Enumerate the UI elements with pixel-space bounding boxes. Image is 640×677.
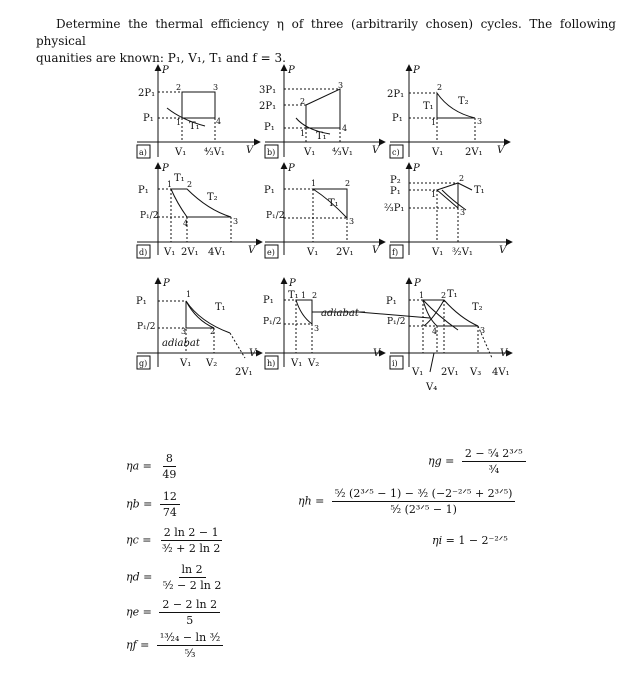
isotherm-label: T₁ xyxy=(174,173,185,184)
diagram-tag: f) xyxy=(392,248,399,257)
v-axis-label: V xyxy=(372,245,380,256)
p-label: P₁ xyxy=(264,122,275,133)
p-label: P₁ xyxy=(263,295,274,306)
v-label: V₃ xyxy=(470,367,482,378)
diagram-i xyxy=(358,278,512,393)
p-axis-label: P xyxy=(162,65,169,76)
v-label: V₁ xyxy=(412,367,424,378)
diagram-tag: e) xyxy=(267,248,275,257)
answer-numerator: ¹³⁄₂₄ − ln ³⁄₂ xyxy=(157,631,223,646)
point-label: 4 xyxy=(432,327,438,336)
isotherm-label: T₁ xyxy=(328,198,339,209)
answer-lhs: ηf = xyxy=(126,638,150,652)
point-label: 3 xyxy=(349,217,355,226)
point-label: 3 xyxy=(314,324,320,333)
answer-numerator: 8 xyxy=(163,452,176,467)
point-label: 1 xyxy=(301,291,307,300)
diagram-c xyxy=(387,65,510,158)
point-label: 1 xyxy=(176,118,182,127)
answer-b xyxy=(126,490,180,519)
point-label: 2 xyxy=(345,179,351,188)
answer-numerator: 2 − ⁵⁄₄ 2³ᐟ⁵ xyxy=(462,447,526,462)
point-label: 2 xyxy=(441,291,447,300)
v-axis-label: V xyxy=(373,348,381,359)
diagram-f xyxy=(384,163,512,258)
point-label: 2 xyxy=(300,97,306,106)
problem-line-1: Determine the thermal efficiency η of three (arbitrarily chosen) cycles. The following physical xyxy=(36,17,616,48)
answer-lhs: ηb = xyxy=(126,497,153,511)
answer-numerator: 2 ln 2 − 1 xyxy=(161,526,222,541)
diagram-b xyxy=(259,65,385,158)
answer-a xyxy=(126,452,179,481)
cycle-path xyxy=(306,89,340,128)
answer-lhs: ηe = xyxy=(126,605,152,619)
v-label: V₂ xyxy=(206,358,218,369)
answer-lhs: ηc = xyxy=(126,533,152,547)
point-label: 1 xyxy=(167,180,173,189)
answer-d xyxy=(126,563,224,592)
answer-denominator: ⁵⁄₃ xyxy=(184,647,196,660)
diagram-tag: i) xyxy=(392,359,398,368)
point-label: 4 xyxy=(216,117,222,126)
point-label: 1 xyxy=(431,190,437,199)
v-axis-label: V xyxy=(500,348,508,359)
point-label: 2 xyxy=(176,83,182,92)
isotherm-label: T₁ xyxy=(447,289,458,300)
v-axis-label: V xyxy=(372,145,380,156)
answer-lhs: ηa = xyxy=(126,459,152,473)
p-label: P₁ xyxy=(138,185,149,196)
answer-denominator: ³⁄₄ xyxy=(488,463,500,476)
p-axis-label: P xyxy=(413,163,420,174)
v-label: ⁴⁄₃V₁ xyxy=(204,147,225,158)
v-label: 2V₁ xyxy=(336,247,354,258)
v-label: V₁ xyxy=(180,358,192,369)
p-axis-label: P xyxy=(163,278,170,289)
v-axis-label: V xyxy=(497,145,505,156)
v-label: V₁ xyxy=(307,247,319,258)
problem-line-2: quanities are known: P₁, V₁, T₁ and f = 3. xyxy=(36,51,286,65)
point-label: 1 xyxy=(431,118,437,127)
p-label: P₁/2 xyxy=(266,211,285,221)
isotherm-label: T₁ xyxy=(189,121,200,132)
p-label: ²⁄₃P₁ xyxy=(384,203,405,214)
diagram-g xyxy=(136,278,262,378)
point-label: 2 xyxy=(187,180,193,189)
answer-lhs: ηg = xyxy=(428,454,455,468)
diagram-d xyxy=(137,163,262,258)
v-label: 2V₁ xyxy=(441,367,459,378)
answer-lhs: ηh = xyxy=(298,494,325,508)
point-label: 1 xyxy=(419,291,425,300)
answer-denominator: ⁵⁄₂ − 2 ln 2 xyxy=(162,579,222,592)
adiabat-label: adiabat xyxy=(321,308,359,319)
diagram-tag: c) xyxy=(392,148,400,157)
point-label: 1 xyxy=(311,179,317,188)
isotherm-label: T₂ xyxy=(472,302,483,313)
answer-value: 1 − 2⁻²ᐟ⁵ xyxy=(458,534,508,547)
point-label: 2 xyxy=(312,291,318,300)
diagram-tag: h) xyxy=(267,359,276,368)
p-axis-label: P xyxy=(288,65,295,76)
isotherm-label: T₁ xyxy=(215,302,226,313)
v-label: V₁ xyxy=(304,147,316,158)
isotherm-pointer xyxy=(458,183,472,190)
p-label: P₁/2 xyxy=(387,317,406,327)
isotherm-label: T₂ xyxy=(207,192,218,203)
point-label: 3 xyxy=(181,327,187,336)
isotherm-label: T₁ xyxy=(474,185,485,196)
cycle-path xyxy=(182,92,215,118)
isotherm xyxy=(442,190,466,210)
answer-denominator: 49 xyxy=(162,468,177,481)
v-label: V₁ xyxy=(164,247,176,258)
p-axis-label: P xyxy=(162,163,169,174)
point-label: 3 xyxy=(480,326,486,335)
answer-denominator: 5 xyxy=(186,614,194,627)
answer-e xyxy=(126,598,220,627)
p-label: P₁ xyxy=(143,113,154,124)
cycle-path xyxy=(296,300,312,324)
point-label: 2 xyxy=(210,327,216,336)
answer-denominator: ³⁄₂ + 2 ln 2 xyxy=(161,542,221,555)
p-axis-label: P xyxy=(289,278,296,289)
p-label: P₁/2 xyxy=(137,322,156,332)
answer-lhs: ηi = xyxy=(432,534,455,547)
p-label: 2P₁ xyxy=(259,101,277,112)
diagram-tag: b) xyxy=(267,148,276,157)
point-label: 3 xyxy=(213,83,219,92)
answer-h xyxy=(298,487,515,516)
v-label: ³⁄₂V₁ xyxy=(452,247,473,258)
isotherm-label: T₁ xyxy=(423,101,434,112)
p-label: 2P₁ xyxy=(138,88,156,99)
v4-pointer xyxy=(430,353,434,372)
p-label: P₁/2 xyxy=(263,317,282,327)
isotherm-label: T₁ xyxy=(316,131,327,142)
cycle-path xyxy=(171,189,231,217)
point-label: 3 xyxy=(460,208,466,217)
answer-denominator: 74 xyxy=(162,506,177,519)
adiabat-label: adiabat xyxy=(162,338,200,349)
answer-i xyxy=(432,534,508,547)
answer-f xyxy=(126,631,223,660)
diagram-e xyxy=(264,163,385,258)
answer-lhs: ηd = xyxy=(126,570,153,584)
answer-numerator: 12 xyxy=(160,490,180,505)
p-label: P₁ xyxy=(264,185,275,196)
p-label: P₁ xyxy=(392,113,403,124)
point-label: 1 xyxy=(300,129,306,138)
v-label: 2V₁ xyxy=(465,147,483,158)
p-axis-label: P xyxy=(413,65,420,76)
diagram-tag: a) xyxy=(139,148,147,157)
p-label: P₁ xyxy=(386,296,397,307)
v-label: 2V₁ xyxy=(181,247,199,258)
v-label: ⁴⁄₃V₁ xyxy=(332,147,353,158)
p-label: 2P₁ xyxy=(387,89,405,100)
cycle-path xyxy=(437,93,475,118)
point-label: 4 xyxy=(342,124,348,133)
v-axis-label: V xyxy=(249,348,257,359)
point-label: 3 xyxy=(338,81,344,90)
v-axis-label: V xyxy=(246,145,254,156)
diagram-a xyxy=(137,65,260,158)
p-axis-label: P xyxy=(288,163,295,174)
point-label: 3 xyxy=(477,117,483,126)
v-label: 4V₁ xyxy=(492,367,510,378)
p-label: 3P₁ xyxy=(259,85,277,96)
v-label: V₁ xyxy=(432,147,444,158)
point-label: 2 xyxy=(437,83,443,92)
answer-denominator: ⁵⁄₂ (2³ᐟ⁵ − 1) xyxy=(390,503,457,516)
p-label: P₁ xyxy=(390,186,401,197)
isotherm-label: T₂ xyxy=(458,96,469,107)
v-label: V₄ xyxy=(426,382,438,393)
point-label: 2 xyxy=(459,174,465,183)
diagram-tag: g) xyxy=(139,359,148,368)
point-label: 3 xyxy=(233,217,239,226)
v-label: V₁ xyxy=(432,247,444,258)
answer-numerator: 2 − 2 ln 2 xyxy=(159,598,220,613)
point-label: 1 xyxy=(186,290,192,299)
v-axis-label: V xyxy=(499,245,507,256)
p-label: P₂ xyxy=(390,175,401,186)
diagram-h xyxy=(263,278,385,369)
v-label: 2V₁ xyxy=(235,367,253,378)
answer-numerator: ln 2 xyxy=(179,563,206,578)
v-label: 4V₁ xyxy=(208,247,226,258)
p-axis-label: P xyxy=(414,278,421,289)
diagram-tag: d) xyxy=(139,248,148,257)
p-label: P₁/2 xyxy=(140,211,159,221)
answer-numerator: ⁵⁄₂ (2³ᐟ⁵ − 1) − ³⁄₂ (−2⁻²ᐟ⁵ + 2³ᐟ⁵) xyxy=(332,487,516,502)
answer-c xyxy=(126,526,223,555)
v-axis-label: V xyxy=(248,245,256,256)
v-label: V₁ xyxy=(291,358,303,369)
cycle-path xyxy=(423,300,478,326)
v-label: V₂ xyxy=(308,358,320,369)
answer-g xyxy=(428,447,526,476)
v-label: V₁ xyxy=(175,147,187,158)
isotherm-label: T₁ xyxy=(288,290,299,301)
point-label: 4 xyxy=(183,219,189,228)
p-label: P₁ xyxy=(136,296,147,307)
